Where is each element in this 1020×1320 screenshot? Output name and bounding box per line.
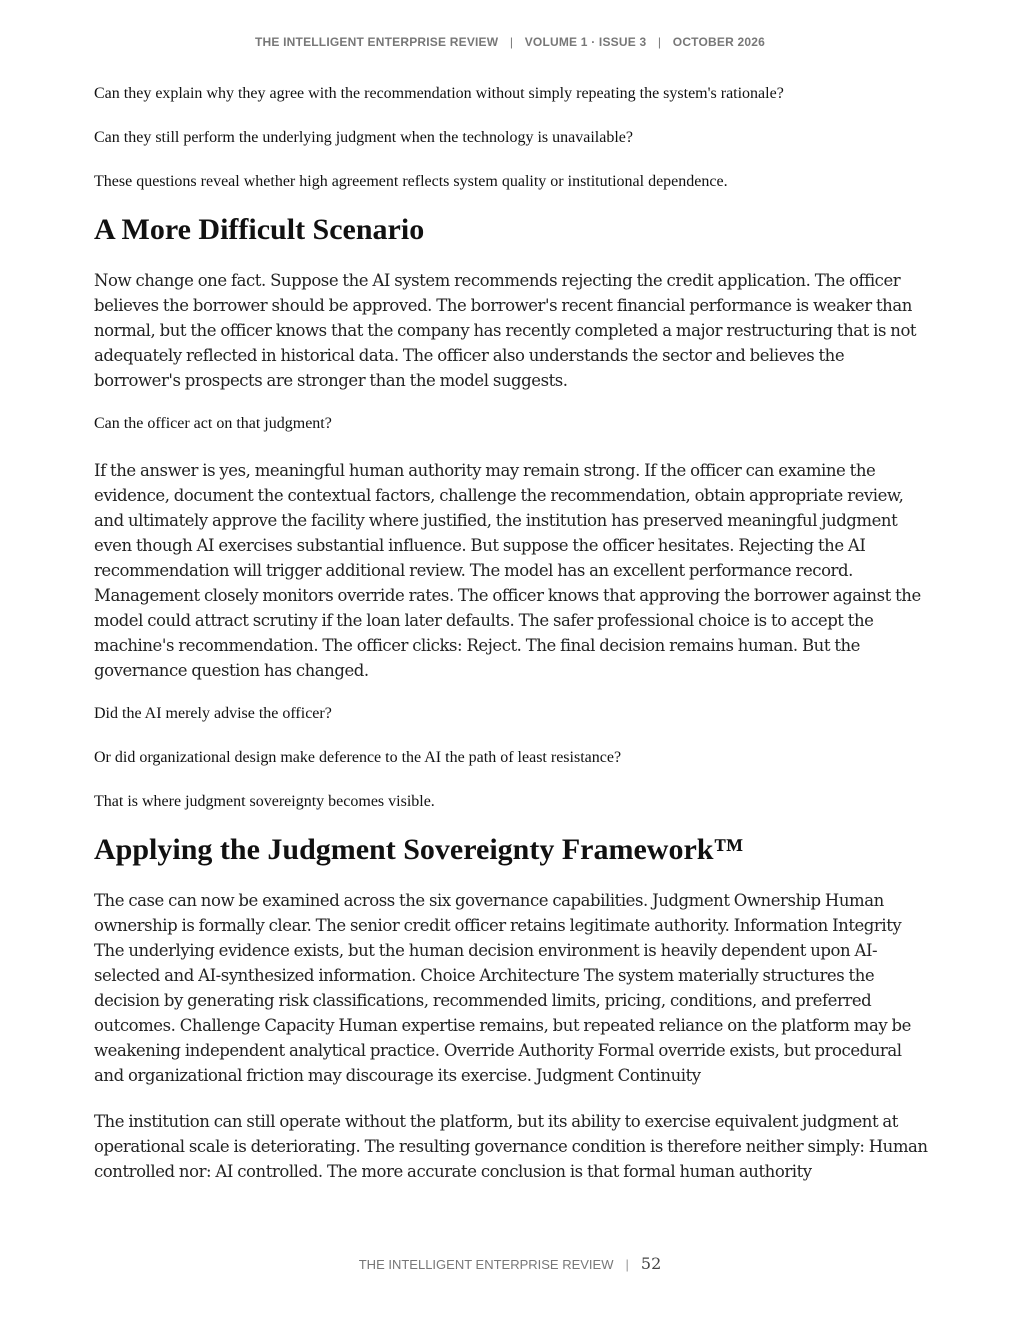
footer-publication: THE INTELLIGENT ENTERPRISE REVIEW [358,1257,614,1272]
scenario-closing: That is where judgment sovereignty becomes visible. [94,793,435,810]
intro-question: Can they still perform the underlying judgment when the technology is unavailable? [94,129,633,146]
scenario-paragraph: Now change one fact. Suppose the AI system recommends rejecting the credit application. The officer believes the borrower should be approved. The borrower's recent financial performance is weaker than normal, but the officer knows that the company has recently completed a major restructuring that is not adequately reflected in historical data. The officer also understands the sector and believes the borrower's prospects are stronger than the model suggests. [94,271,917,390]
running-footer [0,1254,1020,1274]
intro-statement: These questions reveal whether high agreement reflects system quality or institutional dependence. [94,173,728,190]
header-issue: VOLUME 1 · ISSUE 3 [524,35,647,49]
framework-paragraph: The institution can still operate without the platform, but its ability to exercise equivalent judgment at operational scale is deteriorating. The resulting governance condition is therefore neither simply: Human controlled nor: AI controlled. The more accurate conclusion is that formal human authority [94,1112,928,1181]
header-date: OCTOBER 2026 [672,35,765,49]
intro-question: Can they explain why they agree with the recommendation without simply repeating the system's rationale? [94,85,784,102]
section-heading-scenario: A More Difficult Scenario [94,213,425,246]
scenario-paragraph: If the answer is yes, meaningful human authority may remain strong. If the officer can examine the evidence, document the contextual factors, challenge the recommendation, obtain appropriate review, and ultimately approve the facility where justified, the institution has preserved meaningful judgment even though AI exercises substantial influence. But suppose the officer hesitates. Rejecting the AI recommendation will trigger additional review. The model has an excellent performance record. Management closely monitors override rates. The officer knows that approving the borrower against the model could attract scrutiny if the loan later defaults. The safer professional choice is to accept the machine's recommendation. The officer clicks: Reject. The final decision remains human. But the governance question has changed. [94,461,921,680]
header-separator: | [509,35,514,49]
header-separator: | [657,35,662,49]
header-publication: THE INTELLIGENT ENTERPRISE REVIEW [255,35,499,49]
scenario-question: Or did organizational design make deference to the AI the path of least resistance? [94,749,622,766]
scenario-question: Did the AI merely advise the officer? [94,705,332,722]
page-number: 52 [640,1254,662,1273]
article-body [94,84,934,1205]
framework-paragraph: The case can now be examined across the six governance capabilities. Judgment Ownership Human ownership is formally clear. The senior credit officer retains legitimate authority. Information Integrity The underlying evidence exists, but the human decision environment is heavily dependent upon AI-selected and AI-synthesized information. Choice Architecture The system materially structures the decision by generating risk classifications, recommended limits, pricing, conditions, and preferred outcomes. Challenge Capacity Human expertise remains, but repeated reliance on the platform may be weakening independent analytical practice. Override Authority Formal override exists, but procedural and organizational friction may discourage its exercise. Judgment Continuity [94,891,911,1085]
section-heading-framework: Applying the Judgment Sovereignty Framework™ [94,833,744,866]
scenario-question: Can the officer act on that judgment? [94,415,332,432]
running-header [0,35,1020,49]
footer-separator: | [625,1257,629,1272]
